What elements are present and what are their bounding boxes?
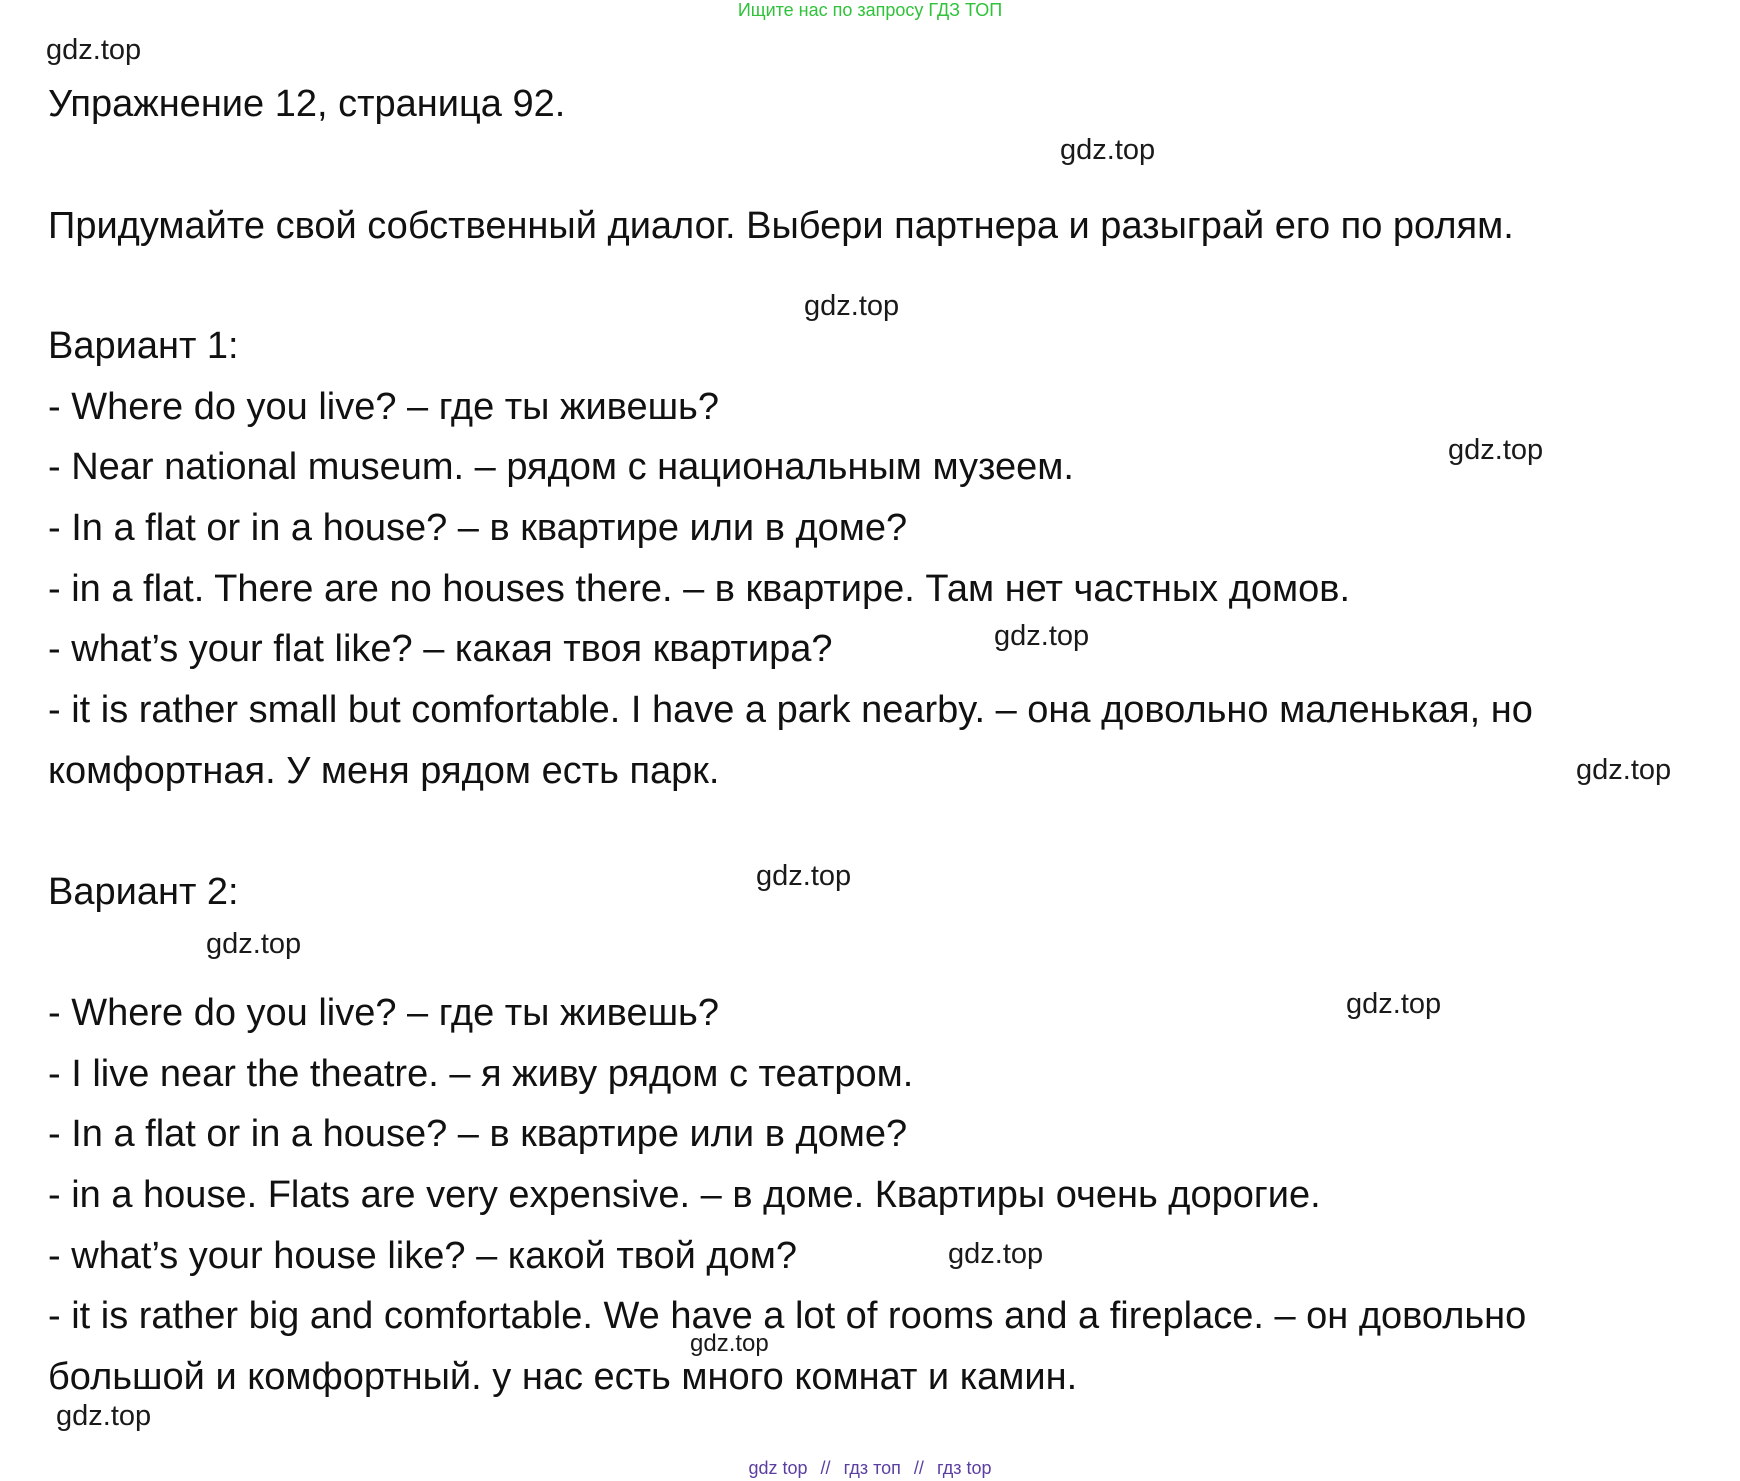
watermark: gdz.top [994, 620, 1090, 652]
watermark: gdz.top [948, 1238, 1044, 1270]
dialog-line: - In a flat or in a house? – в квартире или в доме? [48, 1113, 908, 1155]
footer-links [0, 1458, 1740, 1479]
variant-1-heading: Вариант 1: [48, 325, 239, 367]
dialog-line: - in a flat. There are no houses there. – в квартире. Там нет частных домов. [48, 568, 1351, 610]
footer-separator: // [913, 1458, 924, 1478]
footer-separator: // [820, 1458, 831, 1478]
watermark: gdz.top [206, 928, 302, 960]
dialog-line: - Near national museum. – рядом с национальным музеем. [48, 446, 1074, 488]
watermark: gdz.top [1060, 134, 1156, 166]
dialog-line: большой и комфортный. у нас есть много комнат и камин. [48, 1356, 1078, 1398]
watermark: gdz.top [756, 860, 852, 892]
dialog-line: - it is rather big and comfortable. We have a lot of rooms and a fireplace. – он довольно [48, 1295, 1527, 1337]
watermark: gdz.top [1448, 434, 1544, 466]
watermark: gdz.top [56, 1400, 152, 1432]
dialog-line: - what’s your house like? – какой твой дом? [48, 1235, 797, 1277]
watermark: gdz.top [804, 290, 900, 322]
dialog-line: - I live near the theatre. – я живу рядом с театром. [48, 1053, 914, 1095]
footer-link[interactable]: гдз top [936, 1458, 992, 1478]
variant-2-heading: Вариант 2: [48, 871, 239, 913]
footer-link[interactable]: gdz top [748, 1458, 808, 1478]
watermark: gdz.top [1576, 754, 1672, 786]
dialog-line: - Where do you live? – где ты живешь? [48, 386, 719, 428]
dialog-line: - it is rather small but comfortable. I have a park nearby. – она довольно маленькая, но [48, 689, 1533, 731]
footer-link[interactable]: гдз топ [843, 1458, 901, 1478]
dialog-line: комфортная. У меня рядом есть парк. [48, 750, 720, 792]
dialog-line: - In a flat or in a house? – в квартире или в доме? [48, 507, 908, 549]
watermark: gdz.top [1346, 988, 1442, 1020]
dialog-line: - in a house. Flats are very expensive. – в доме. Квартиры очень дорогие. [48, 1174, 1321, 1216]
dialog-line: - what’s your flat like? – какая твоя квартира? [48, 628, 833, 670]
top-banner: Ищите нас по запросу ГДЗ ТОП [737, 0, 1003, 20]
watermark: gdz.top [46, 34, 142, 66]
page-title: Упражнение 12, страница 92. [48, 83, 566, 125]
dialog-line: - Where do you live? – где ты живешь? [48, 992, 719, 1034]
watermark: gdz.top [690, 1330, 769, 1357]
task-text: Придумайте свой собственный диалог. Выбери партнера и разыграй его по ролям. [48, 205, 1514, 247]
